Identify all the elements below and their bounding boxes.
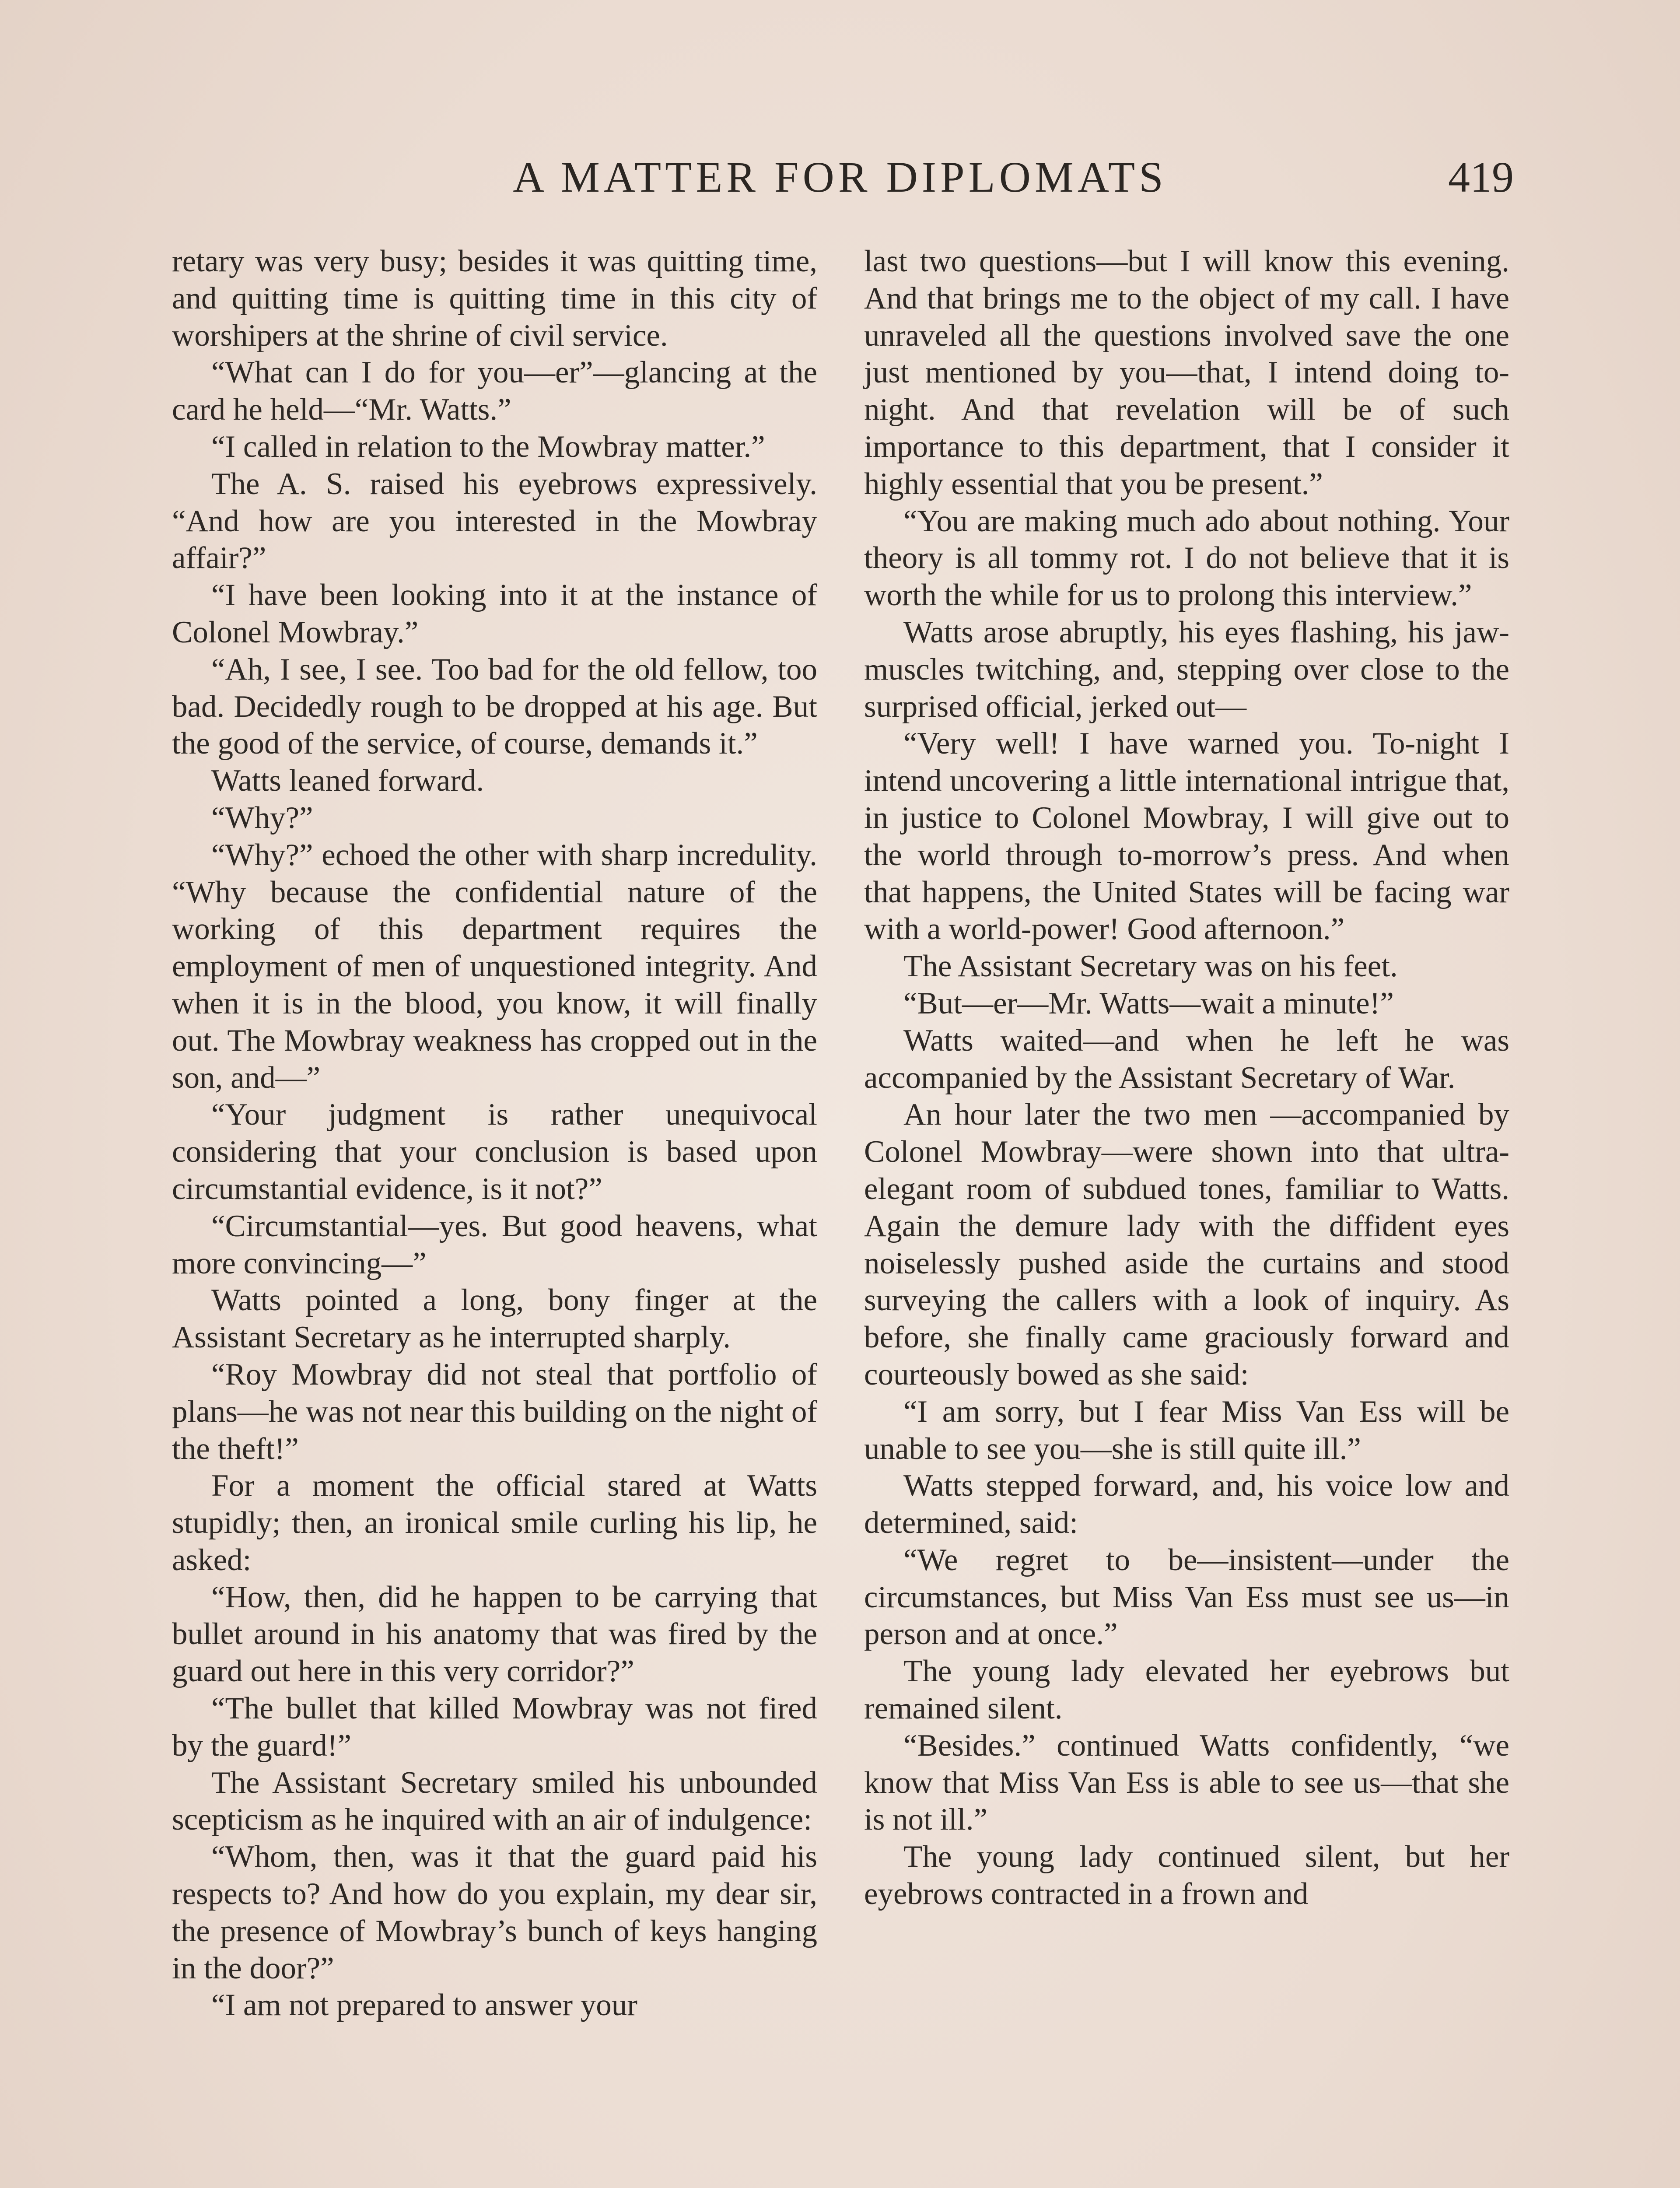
paragraph: “What can I do for you—er”—glancing at the card he held—“Mr. Watts.” — [172, 355, 817, 427]
paragraph: “We regret to be—insistent—under the circumstances, but Miss Van Ess must see us—in person and at once.” — [864, 1543, 1509, 1652]
paragraph: “I am sorry, but I fear Miss Van Ess will be unable to see you—she is still quite ill.” — [864, 1394, 1509, 1466]
paragraph: “I have been looking into it at the instance of Colonel Mowbray.” — [172, 578, 817, 649]
paragraph: Watts leaned forward. — [211, 764, 484, 798]
paragraph: “I am not prepared to answer your — [211, 1988, 637, 2023]
paragraph: Watts arose abruptly, his eyes flashing, his jaw-muscles twitching, and, stepping over close to the surprised official, jerked out— — [864, 615, 1509, 724]
paragraph: “Besides.” continued Watts confidently, “we know that Miss Van Ess is able to see us—that she is not ill.” — [864, 1728, 1509, 1837]
paragraph: The young lady elevated her eyebrows but remained silent. — [864, 1654, 1509, 1726]
paragraph: An hour later the two men —accompanied by Colonel Mowbray—were shown into that ultra-elegant room of subdued tones, familiar to Watts. Again the demure lady with the diffident eyes noiselessly pushed aside the curtains and stood surveying the callers with a look of inquiry. As before, she finally came graciously forward and courteously bowed as she said: — [864, 1098, 1509, 1392]
paragraph: The Assistant Secretary smiled his unbounded scepticism as he inquired with an air of indulgence: — [172, 1765, 817, 1837]
paragraph: “Ah, I see, I see. Too bad for the old fellow, too bad. Decidedly rough to be dropped at his age. But the good of the service, of course, demands it.” — [172, 652, 817, 761]
paragraph: “Whom, then, was it that the guard paid his respects to? And how do you explain, my dear sir, the presence of Mowbray’s bunch of keys hanging in the door?” — [172, 1840, 817, 1985]
left-column — [172, 243, 817, 2024]
paragraph: Watts waited—and when he left he was accompanied by the Assistant Secretary of War. — [864, 1023, 1509, 1095]
paragraph: The A. S. raised his eyebrows expressively. “And how are you interested in the Mowbray affair?” — [172, 466, 817, 575]
paragraph: For a moment the official stared at Watts stupidly; then, an ironical smile curling his lip, he asked: — [172, 1469, 817, 1577]
paragraph: “Circumstantial—yes. But good heavens, what more convincing—” — [172, 1209, 817, 1280]
paragraph: “But—er—Mr. Watts—wait a minute!” — [903, 986, 1394, 1020]
paragraph: “How, then, did he happen to be carrying that bullet around in his anatomy that was fired by the guard out here in this very corridor?” — [172, 1580, 817, 1689]
paragraph: “I called in relation to the Mowbray matter.” — [211, 429, 765, 464]
paragraph: last two questions—but I will know this evening. And that brings me to the object of my call. I have unraveled all the questions involved save the one just mentioned by you—that, I intend doing to-night. And that revelation will be of such importance to this department, that I consider it highly essential that you be present.” — [864, 244, 1509, 501]
paragraph: The young lady continued silent, but her eyebrows contracted in a frown and — [864, 1840, 1509, 1911]
paragraph: Watts pointed a long, bony finger at the Assistant Secretary as he interrupted sharply. — [172, 1283, 817, 1355]
paragraph: “Roy Mowbray did not steal that portfolio of plans—he was not near this building on the night of the theft!” — [172, 1357, 817, 1466]
paragraph: Watts stepped forward, and, his voice low and determined, said: — [864, 1469, 1509, 1540]
running-title: A MATTER FOR DIPLOMATS — [513, 153, 1167, 201]
paragraph: “Your judgment is rather unequivocal considering that your conclusion is based upon circumstantial evidence, is it not?” — [172, 1098, 817, 1206]
paragraph: “Why?” — [211, 800, 313, 835]
paragraph: “Why?” echoed the other with sharp incredulity. “Why because the confidential nature of the working of this department requires the employment of men of unquestioned integrity. And when it is in the blood, you know, it will finally out. The Mowbray weakness has cropped out in the son, and—” — [172, 838, 817, 1095]
paragraph: “Very well! I have warned you. To-night I intend uncovering a little international intrigue that, in justice to Colonel Mowbray, I will give out to the world through to-morrow’s press. And when that happens, the United States will be facing war with a world-power! Good afternoon.” — [864, 726, 1509, 947]
page-header — [166, 149, 1514, 206]
right-column — [864, 243, 1509, 1913]
paragraph: “The bullet that killed Mowbray was not fired by the guard!” — [172, 1691, 817, 1763]
page-number: 419 — [1448, 153, 1514, 201]
paragraph: “You are making much ado about nothing. Your theory is all tommy rot. I do not believe that it is worth the while for us to prolong this interview.” — [864, 504, 1509, 613]
paragraph: The Assistant Secretary was on his feet. — [903, 949, 1398, 984]
paragraph: retary was very busy; besides it was quitting time, and quitting time is quitting time in this city of worshipers at the shrine of civil service. — [172, 244, 817, 353]
